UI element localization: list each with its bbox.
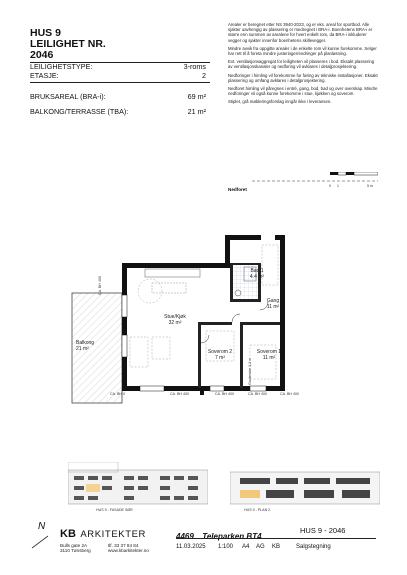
unit-id: HUS 9 - 2046 [300, 526, 346, 535]
room-hall-area: 11 m² [266, 304, 280, 310]
drawn-by: AG [256, 544, 265, 550]
address-line-2: 3110 Tønsberg [60, 548, 91, 553]
room-hall-name: Gang [266, 298, 280, 304]
room-living-name: Stue/Kjøk [164, 314, 186, 320]
paper-size: A4 [242, 544, 250, 550]
cabh5-label: CA. BH [280, 392, 292, 396]
drawing-purpose: Salgstegning [296, 544, 331, 550]
company-contact [108, 543, 149, 553]
floor-plan [60, 215, 330, 430]
room-bath-name: Bad 1 [250, 268, 264, 274]
notes-block [228, 22, 378, 108]
room-bedroom-2-name: Soverom 2 [207, 349, 233, 355]
logo-kb: KB [60, 528, 76, 540]
kitchen-island [152, 283, 186, 293]
room-bedroom-1 [252, 349, 286, 361]
building-title: HUS 9 [30, 27, 61, 39]
plan-note: Garderobe 1,2 m [248, 357, 252, 385]
type-label: LEILIGHETSTYPE: [30, 62, 93, 71]
scale-bar [330, 172, 378, 182]
room-bedroom-1-area: 11 m² [262, 355, 276, 361]
page-title [30, 28, 106, 61]
tba-value: 21 m² [187, 107, 206, 116]
cabh4-label: CA. BH [248, 392, 260, 396]
title-block-meta [176, 544, 376, 550]
apartment-number: 2046 [30, 49, 54, 61]
facade-caption: HUS 9 - FASADE SØR [96, 508, 133, 512]
scale-5: 5 m [367, 184, 373, 188]
cabh4-value: 400 [260, 392, 267, 396]
ceiling-height-vertical: CA. BH 400 [98, 276, 102, 295]
title-block [176, 526, 376, 544]
floor-value: 2 [202, 71, 206, 80]
cabh2-label: CA. BH [170, 392, 182, 396]
facade-thumbnail [68, 462, 208, 506]
plan-highlight [240, 490, 260, 498]
scale-1: 1 [337, 184, 339, 188]
ceiling-height-3 [215, 392, 234, 396]
info-rule-mid [30, 82, 210, 83]
note-furniture: Stiplet, grå møbleringsforslag inngår ikke i leveransen. [228, 99, 332, 105]
room-hall [258, 298, 288, 310]
cabh3-value: 400 [227, 392, 234, 396]
room-living-area: 32 m² [168, 320, 182, 326]
room-balcony-area: 21 m² [76, 346, 89, 352]
checked-by: KB [272, 544, 281, 550]
note-ceiling: Nedforinger i himling vil forekomme for føring av tekniske installasjoner. Eksakt plassering og omfang avklares i detaljprosjektering. [228, 72, 378, 83]
windows [122, 295, 266, 391]
north-arrow-icon [30, 534, 50, 550]
bra-label: BRUKSAREAL (BRA-i): [30, 92, 106, 101]
room-bath [242, 268, 272, 280]
legend-lowered-label: Nedforet [228, 187, 247, 192]
title-block-rule [176, 538, 376, 539]
ceiling-height-4 [248, 392, 267, 396]
project-name: Teleparken BT4 [202, 532, 262, 541]
room-bath-area: 4.4 m² [249, 274, 265, 280]
entrance-opening [261, 235, 275, 240]
facade-highlight [86, 484, 100, 492]
apartment-title: LEILIGHET NR. [30, 38, 106, 50]
note-lowered-ceiling: Nedforet himling vil påregnes i entré, gang, bod, bad og over overskap. Mindre nedforinger vil også kunne forekomme i stue, kjøkken og soverom. [228, 86, 378, 97]
plan-caption: HUS 9 - PLAN 2 [244, 508, 271, 512]
company-address [60, 543, 91, 553]
type-value: 3-roms [183, 62, 206, 71]
note-area: Arealer er beregnet etter NS 3940-2023, og er eks. areal for sportbod. Alle sjakter uavhengig av plassering er medregnet i BRA-i. Boenhetens BRA-i er større enn summen av arealene for hvert enkelt rom, da BRA-i inkluderer vegger og sjakter innenfor boenhetens skillevegger. [228, 22, 373, 43]
cabh3-label: CA. BH [215, 392, 227, 396]
cabh1-value: 0 [122, 392, 125, 396]
room-balcony [76, 340, 106, 352]
logo-arkitekter: ARKITEKTER [80, 529, 146, 540]
company-web: www.kbarkitekter.no [108, 548, 149, 553]
bra-value: 69 m² [187, 92, 206, 101]
ceiling-height-5 [280, 392, 299, 396]
plan-thumbnail [230, 468, 380, 508]
floor-label: ETASJE: [30, 71, 59, 80]
cabh5-value: 400 [292, 392, 299, 396]
company-phone: tlf. 33 37 84 84 [108, 543, 139, 548]
project-number: 4469 [176, 532, 194, 541]
cabh1-label: CA. BH [110, 392, 122, 396]
room-living-kitchen [158, 314, 192, 326]
room-bedroom-1-name: Soverom 1 [256, 349, 282, 355]
drawing-scale: 1:100 [218, 544, 234, 550]
issue-date: 11.03.2025 [176, 544, 206, 550]
cabh2-value: 400 [182, 392, 189, 396]
note-ventilation: Evt. ventilasjonsaggregat for leiligheten vil plasseres i bod. Eksakt plassering av ventilasjonskanaler og nedforing vil avklares i detaljprosjektering. [228, 59, 375, 70]
ceiling-height-1 [110, 392, 125, 396]
north-arrow-label: N [38, 521, 46, 532]
scale-0: 0 [329, 184, 331, 188]
company-logo [60, 524, 146, 542]
room-bedroom-2-area: 7 m² [215, 355, 225, 361]
note-deviation: Mindre avvik fra oppgitte arealer i de enkelte rom vil kunne forekomme. Selger har rett til å foreta mindre justeringer/endringer på planløsning. [228, 45, 377, 57]
tba-label: BALKONG/TERRASSE (TBA): [30, 107, 129, 116]
address-line-1: Bulls gate 2A [60, 543, 88, 548]
kitchen-counter [145, 269, 200, 277]
room-balcony-name: Balkong [76, 340, 95, 346]
ceiling-height-2 [170, 392, 189, 396]
room-bedroom-2 [203, 349, 237, 361]
outer-walls [122, 235, 285, 395]
